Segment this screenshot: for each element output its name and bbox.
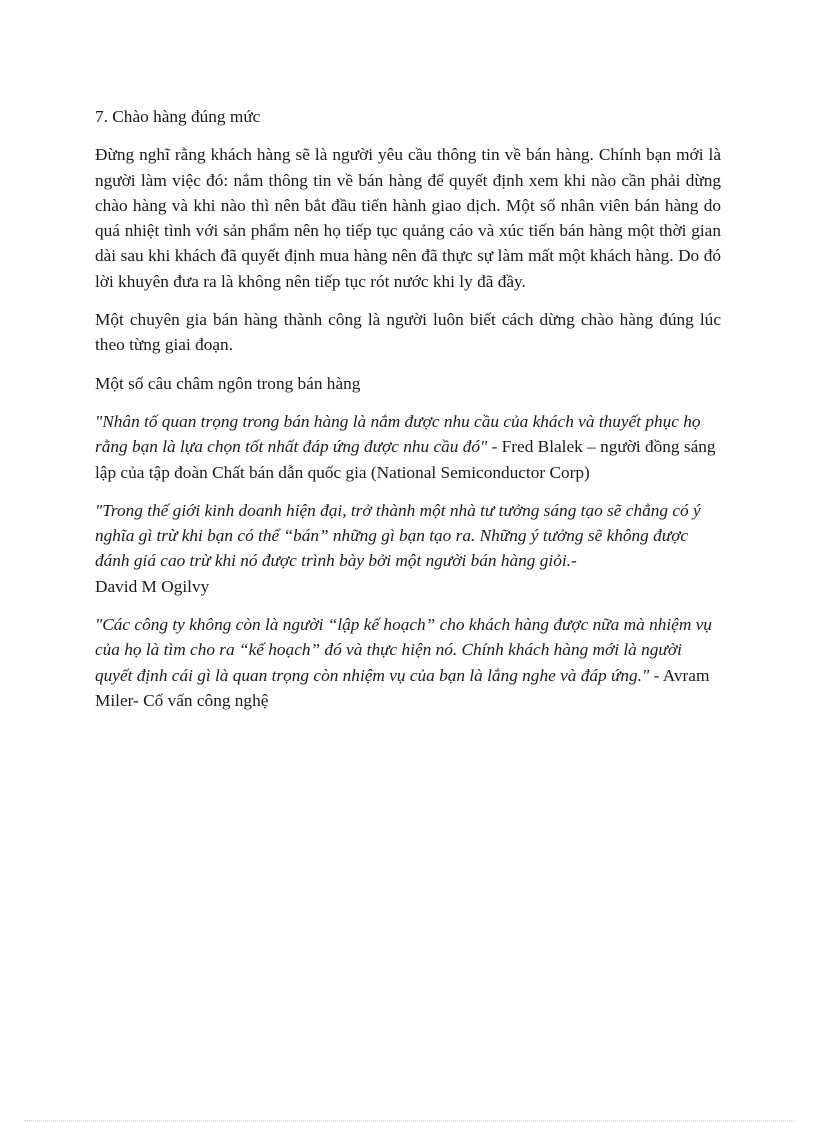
quote-attribution: - Fred Blalek – người đồng sáng lập của tập đoàn Chất bán dẫn quốc gia (National Semiconductor Corp) <box>95 437 716 482</box>
quote-david-ogilvy <box>95 498 721 599</box>
quote-text: "Nhân tố quan trọng trong bán hàng là nắm được nhu cầu của khách và thuyết phục họ rằng bạn là lựa chọn tốt nhất đáp ứng được nhu cầu đó" <box>95 411 701 457</box>
quote-text: "Trong thế giới kinh doanh hiện đại, trở thành một nhà tư tưởng sáng tạo sẽ chẳng có ý nghĩa gì trừ khi bạn có thể “bán” những gì bạn tạo ra. Những ý tưởng sẽ không được đánh giá cao trừ khi nó được trình bày bởi một người bán hàng giỏi.- <box>95 500 701 571</box>
quote-attribution: David M Ogilvy <box>95 576 210 596</box>
page-bottom-divider <box>24 1120 794 1121</box>
quote-fred-blalek <box>95 409 721 485</box>
quote-attribution: - Avram Miler- Cố vấn công nghệ <box>95 665 710 710</box>
quote-avram-miler <box>95 612 721 713</box>
paragraph-sales-expert: Một chuyên gia bán hàng thành công là người luôn biết cách dừng chào hàng đúng lúc theo từng giai đoạn. <box>95 310 721 355</box>
document-body <box>95 104 721 726</box>
section-heading: 7. Chào hàng đúng mức <box>95 107 261 126</box>
quote-text: "Các công ty không còn là người “lập kế hoạch” cho khách hàng được nữa mà nhiệm vụ của họ là tìm cho ra “kế hoạch” đó và thực hiện nó. Chính khách hàng mới là người quyết định cái gì là quan trọng còn nhiệm vụ của bạn là lắng nghe và đáp ứng." <box>95 615 712 685</box>
quotes-heading: Một số câu châm ngôn trong bán hàng <box>95 373 361 393</box>
paragraph-closing-advice: Đừng nghĩ rằng khách hàng sẽ là người yêu cầu thông tin về bán hàng. Chính bạn mới là người làm việc đó: nắm thông tin về bán hàng để quyết định xem khi nào cần phải dừng chào hàng và khi nào thì nên bắt đầu tiến hành giao dịch. Một số nhân viên bán hàng do quá nhiệt tình với sản phẩm nên họ tiếp tục quảng cáo và xúc tiến bán hàng một thời gian dài sau khi khách đã quyết định mua hàng nên đã thực sự làm mất một khách hàng. Do đó lời khuyên đưa ra là không nên tiếp tục rót nước khi ly đã đầy. <box>95 145 721 291</box>
